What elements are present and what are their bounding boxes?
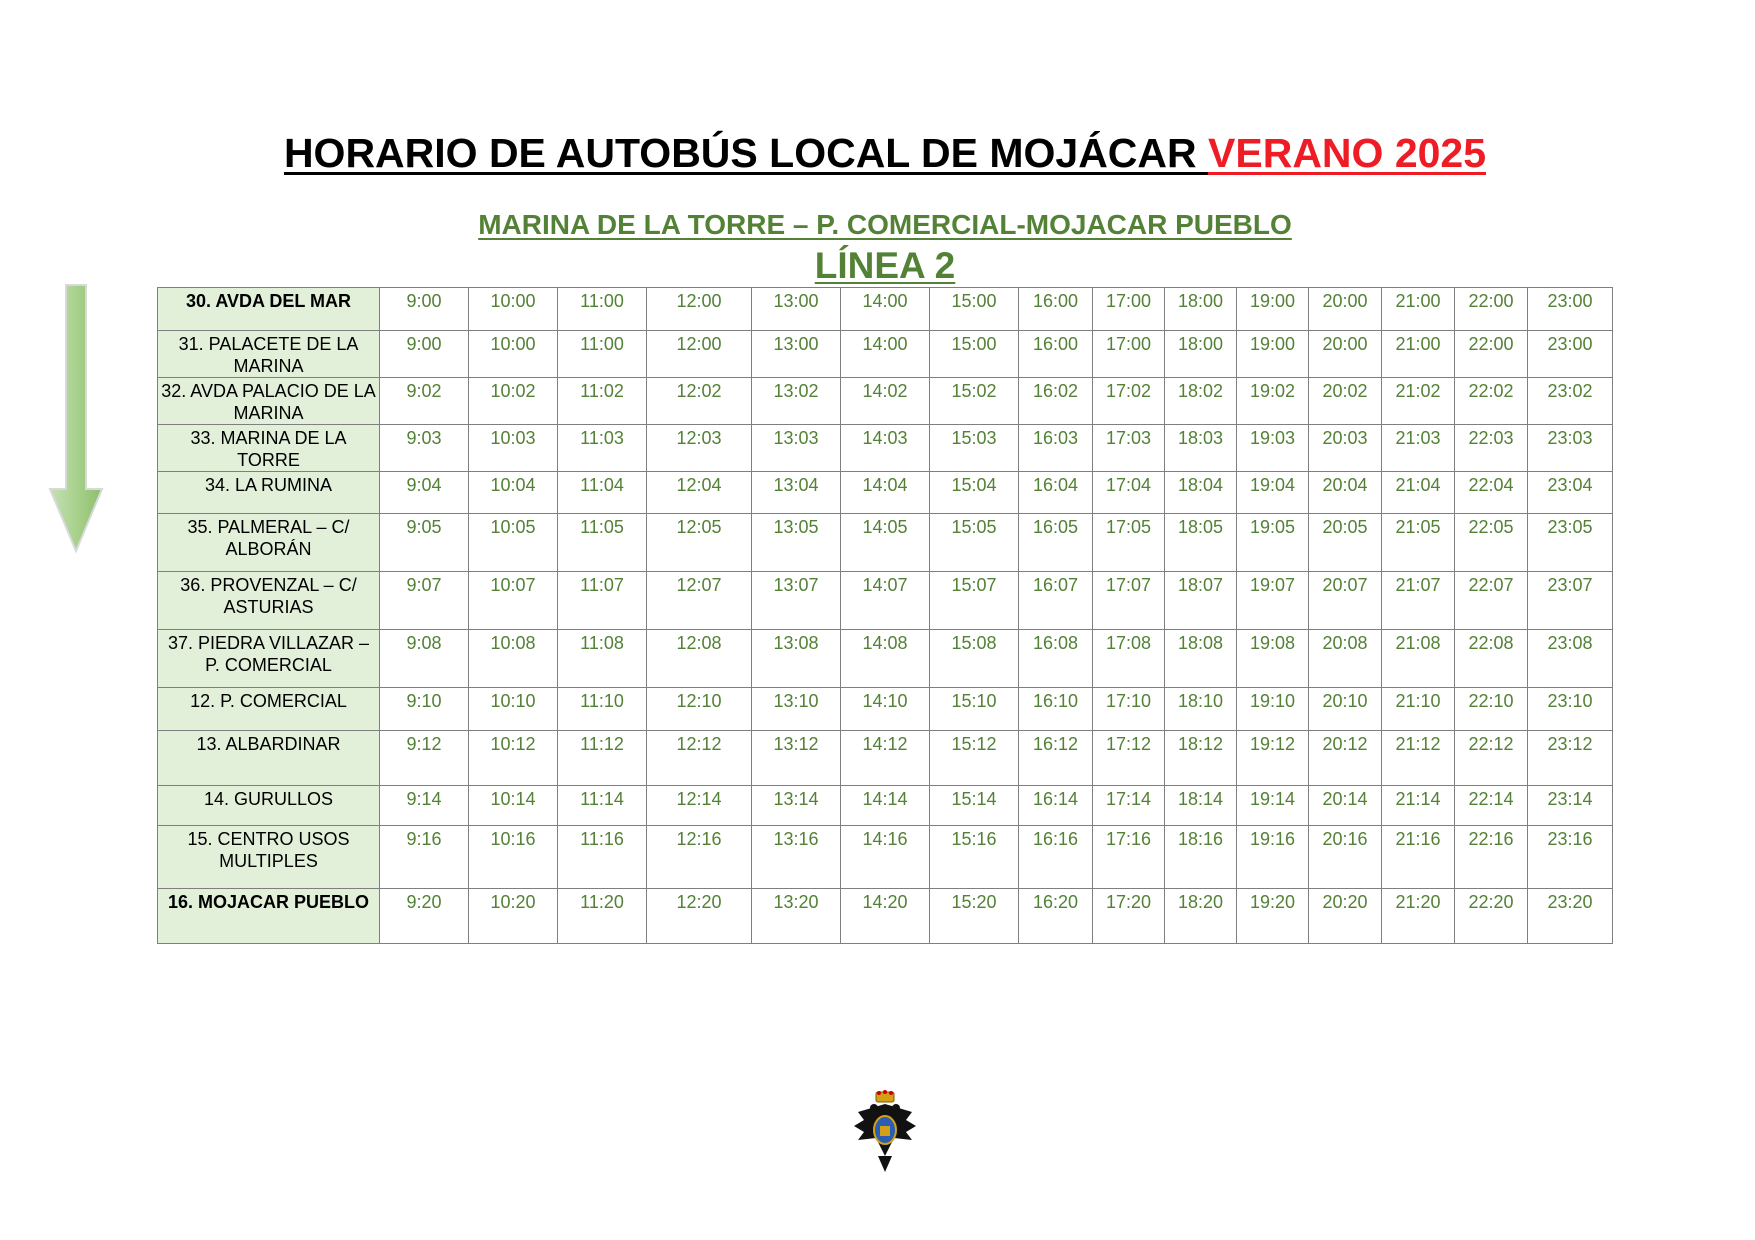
departure-time: 19:00 xyxy=(1237,331,1309,378)
stop-name: 30. AVDA DEL MAR xyxy=(158,288,380,331)
departure-time: 13:00 xyxy=(752,288,841,331)
departure-time: 20:04 xyxy=(1309,472,1382,514)
departure-time: 20:00 xyxy=(1309,288,1382,331)
departure-time: 12:10 xyxy=(647,688,752,731)
departure-time: 20:02 xyxy=(1309,378,1382,425)
departure-time: 9:16 xyxy=(380,826,469,889)
table-row xyxy=(158,786,1613,826)
departure-time: 23:20 xyxy=(1528,889,1613,944)
stop-name: 33. MARINA DE LA TORRE xyxy=(158,425,380,472)
departure-time: 16:12 xyxy=(1019,731,1093,786)
departure-time: 12:02 xyxy=(647,378,752,425)
departure-time: 10:05 xyxy=(469,514,558,572)
title-main: HORARIO DE AUTOBÚS LOCAL DE MOJÁCAR xyxy=(283,130,1209,176)
departure-time: 15:04 xyxy=(930,472,1019,514)
departure-time: 13:20 xyxy=(752,889,841,944)
departure-time: 13:00 xyxy=(752,331,841,378)
stop-name: 14. GURULLOS xyxy=(158,786,380,826)
departure-time: 9:05 xyxy=(380,514,469,572)
stop-name: 32. AVDA PALACIO DE LA MARINA xyxy=(158,378,380,425)
departure-time: 21:14 xyxy=(1382,786,1455,826)
departure-time: 18:10 xyxy=(1165,688,1237,731)
table-row xyxy=(158,688,1613,731)
departure-time: 11:16 xyxy=(558,826,647,889)
departure-time: 11:03 xyxy=(558,425,647,472)
departure-time: 15:10 xyxy=(930,688,1019,731)
departure-time: 22:02 xyxy=(1455,378,1528,425)
departure-time: 10:12 xyxy=(469,731,558,786)
departure-time: 13:07 xyxy=(752,572,841,630)
departure-time: 15:00 xyxy=(930,331,1019,378)
departure-time: 14:02 xyxy=(841,378,930,425)
departure-time: 22:00 xyxy=(1455,331,1528,378)
departure-time: 14:00 xyxy=(841,288,930,331)
departure-time: 16:14 xyxy=(1019,786,1093,826)
departure-time: 19:16 xyxy=(1237,826,1309,889)
departure-time: 17:00 xyxy=(1093,288,1165,331)
table-row xyxy=(158,472,1613,514)
departure-time: 18:04 xyxy=(1165,472,1237,514)
departure-time: 14:10 xyxy=(841,688,930,731)
departure-time: 11:20 xyxy=(558,889,647,944)
departure-time: 18:07 xyxy=(1165,572,1237,630)
departure-time: 19:08 xyxy=(1237,630,1309,688)
departure-time: 21:02 xyxy=(1382,378,1455,425)
departure-time: 19:04 xyxy=(1237,472,1309,514)
table-row xyxy=(158,331,1613,378)
departure-time: 18:12 xyxy=(1165,731,1237,786)
departure-time: 18:20 xyxy=(1165,889,1237,944)
departure-time: 22:00 xyxy=(1455,288,1528,331)
departure-time: 9:00 xyxy=(380,331,469,378)
departure-time: 10:04 xyxy=(469,472,558,514)
departure-time: 12:05 xyxy=(647,514,752,572)
departure-time: 9:20 xyxy=(380,889,469,944)
departure-time: 14:12 xyxy=(841,731,930,786)
departure-time: 17:02 xyxy=(1093,378,1165,425)
departure-time: 17:12 xyxy=(1093,731,1165,786)
departure-time: 14:14 xyxy=(841,786,930,826)
departure-time: 16:08 xyxy=(1019,630,1093,688)
departure-time: 12:20 xyxy=(647,889,752,944)
departure-time: 23:00 xyxy=(1528,288,1613,331)
departure-time: 20:12 xyxy=(1309,731,1382,786)
departure-time: 12:07 xyxy=(647,572,752,630)
departure-time: 13:14 xyxy=(752,786,841,826)
departure-time: 23:05 xyxy=(1528,514,1613,572)
departure-time: 17:07 xyxy=(1093,572,1165,630)
departure-time: 19:14 xyxy=(1237,786,1309,826)
departure-time: 10:14 xyxy=(469,786,558,826)
departure-time: 18:05 xyxy=(1165,514,1237,572)
stop-name: 16. MOJACAR PUEBLO xyxy=(158,889,380,944)
departure-time: 10:00 xyxy=(469,288,558,331)
down-arrow-icon xyxy=(48,283,104,555)
departure-time: 18:02 xyxy=(1165,378,1237,425)
departure-time: 13:03 xyxy=(752,425,841,472)
departure-time: 22:12 xyxy=(1455,731,1528,786)
departure-time: 17:04 xyxy=(1093,472,1165,514)
departure-time: 9:00 xyxy=(380,288,469,331)
departure-time: 12:00 xyxy=(647,288,752,331)
departure-time: 21:20 xyxy=(1382,889,1455,944)
departure-time: 21:00 xyxy=(1382,331,1455,378)
departure-time: 17:08 xyxy=(1093,630,1165,688)
departure-time: 17:16 xyxy=(1093,826,1165,889)
departure-time: 14:04 xyxy=(841,472,930,514)
departure-time: 9:07 xyxy=(380,572,469,630)
departure-time: 17:10 xyxy=(1093,688,1165,731)
departure-time: 11:00 xyxy=(558,331,647,378)
departure-time: 13:04 xyxy=(752,472,841,514)
departure-time: 14:05 xyxy=(841,514,930,572)
stop-name: 12. P. COMERCIAL xyxy=(158,688,380,731)
stop-name: 37. PIEDRA VILLAZAR – P. COMERCIAL xyxy=(158,630,380,688)
departure-time: 21:05 xyxy=(1382,514,1455,572)
departure-time: 22:10 xyxy=(1455,688,1528,731)
departure-time: 20:20 xyxy=(1309,889,1382,944)
departure-time: 11:04 xyxy=(558,472,647,514)
table-row xyxy=(158,378,1613,425)
departure-time: 23:07 xyxy=(1528,572,1613,630)
departure-time: 22:05 xyxy=(1455,514,1528,572)
departure-time: 11:10 xyxy=(558,688,647,731)
table-row xyxy=(158,826,1613,889)
departure-time: 12:16 xyxy=(647,826,752,889)
departure-time: 13:08 xyxy=(752,630,841,688)
departure-time: 14:07 xyxy=(841,572,930,630)
departure-time: 22:07 xyxy=(1455,572,1528,630)
departure-time: 17:03 xyxy=(1093,425,1165,472)
stop-name: 35. PALMERAL – C/ ALBORÁN xyxy=(158,514,380,572)
departure-time: 9:03 xyxy=(380,425,469,472)
departure-time: 19:20 xyxy=(1237,889,1309,944)
departure-time: 18:00 xyxy=(1165,331,1237,378)
stop-name: 13. ALBARDINAR xyxy=(158,731,380,786)
departure-time: 19:05 xyxy=(1237,514,1309,572)
departure-time: 16:04 xyxy=(1019,472,1093,514)
departure-time: 10:20 xyxy=(469,889,558,944)
departure-time: 19:03 xyxy=(1237,425,1309,472)
departure-time: 15:20 xyxy=(930,889,1019,944)
table-row xyxy=(158,731,1613,786)
table-row xyxy=(158,425,1613,472)
departure-time: 13:10 xyxy=(752,688,841,731)
departure-time: 13:12 xyxy=(752,731,841,786)
title-season: VERANO 2025 xyxy=(1208,130,1487,176)
table-row xyxy=(158,889,1613,944)
departure-time: 14:16 xyxy=(841,826,930,889)
departure-time: 13:02 xyxy=(752,378,841,425)
departure-time: 15:05 xyxy=(930,514,1019,572)
departure-time: 10:00 xyxy=(469,331,558,378)
table-row xyxy=(158,514,1613,572)
departure-time: 15:08 xyxy=(930,630,1019,688)
departure-time: 23:04 xyxy=(1528,472,1613,514)
departure-time: 9:12 xyxy=(380,731,469,786)
departure-time: 20:16 xyxy=(1309,826,1382,889)
departure-time: 23:10 xyxy=(1528,688,1613,731)
departure-time: 10:08 xyxy=(469,630,558,688)
departure-time: 16:00 xyxy=(1019,288,1093,331)
schedule-table xyxy=(157,287,1613,944)
departure-time: 20:03 xyxy=(1309,425,1382,472)
departure-time: 16:03 xyxy=(1019,425,1093,472)
departure-time: 11:07 xyxy=(558,572,647,630)
departure-time: 10:16 xyxy=(469,826,558,889)
departure-time: 17:14 xyxy=(1093,786,1165,826)
departure-time: 12:08 xyxy=(647,630,752,688)
departure-time: 21:03 xyxy=(1382,425,1455,472)
stop-name: 36. PROVENZAL – C/ ASTURIAS xyxy=(158,572,380,630)
departure-time: 22:03 xyxy=(1455,425,1528,472)
departure-time: 10:07 xyxy=(469,572,558,630)
departure-time: 19:02 xyxy=(1237,378,1309,425)
page-title xyxy=(0,130,1755,177)
departure-time: 20:14 xyxy=(1309,786,1382,826)
departure-time: 12:04 xyxy=(647,472,752,514)
departure-time: 13:05 xyxy=(752,514,841,572)
departure-time: 12:14 xyxy=(647,786,752,826)
departure-time: 20:00 xyxy=(1309,331,1382,378)
departure-time: 15:16 xyxy=(930,826,1019,889)
departure-time: 20:08 xyxy=(1309,630,1382,688)
departure-time: 12:12 xyxy=(647,731,752,786)
departure-time: 23:14 xyxy=(1528,786,1613,826)
departure-time: 15:03 xyxy=(930,425,1019,472)
departure-time: 22:16 xyxy=(1455,826,1528,889)
departure-time: 20:07 xyxy=(1309,572,1382,630)
departure-time: 11:00 xyxy=(558,288,647,331)
departure-time: 9:08 xyxy=(380,630,469,688)
stop-name: 31. PALACETE DE LA MARINA xyxy=(158,331,380,378)
departure-time: 18:14 xyxy=(1165,786,1237,826)
departure-time: 15:00 xyxy=(930,288,1019,331)
departure-time: 18:03 xyxy=(1165,425,1237,472)
departure-time: 21:16 xyxy=(1382,826,1455,889)
departure-time: 14:20 xyxy=(841,889,930,944)
departure-time: 16:02 xyxy=(1019,378,1093,425)
line-title: LÍNEA 2 xyxy=(814,245,956,286)
departure-time: 21:04 xyxy=(1382,472,1455,514)
departure-time: 14:00 xyxy=(841,331,930,378)
departure-time: 13:16 xyxy=(752,826,841,889)
departure-time: 19:00 xyxy=(1237,288,1309,331)
departure-time: 16:05 xyxy=(1019,514,1093,572)
departure-time: 16:07 xyxy=(1019,572,1093,630)
departure-time: 21:12 xyxy=(1382,731,1455,786)
stop-name: 34. LA RUMINA xyxy=(158,472,380,514)
departure-time: 23:00 xyxy=(1528,331,1613,378)
departure-time: 23:16 xyxy=(1528,826,1613,889)
table-row xyxy=(158,288,1613,331)
departure-time: 9:14 xyxy=(380,786,469,826)
departure-time: 9:04 xyxy=(380,472,469,514)
departure-time: 23:02 xyxy=(1528,378,1613,425)
departure-time: 21:08 xyxy=(1382,630,1455,688)
departure-time: 11:08 xyxy=(558,630,647,688)
departure-time: 19:10 xyxy=(1237,688,1309,731)
departure-time: 22:04 xyxy=(1455,472,1528,514)
departure-time: 9:02 xyxy=(380,378,469,425)
departure-time: 23:08 xyxy=(1528,630,1613,688)
departure-time: 18:16 xyxy=(1165,826,1237,889)
departure-time: 11:02 xyxy=(558,378,647,425)
departure-time: 10:02 xyxy=(469,378,558,425)
departure-time: 23:03 xyxy=(1528,425,1613,472)
departure-time: 21:07 xyxy=(1382,572,1455,630)
departure-time: 19:12 xyxy=(1237,731,1309,786)
departure-time: 14:03 xyxy=(841,425,930,472)
departure-time: 16:16 xyxy=(1019,826,1093,889)
departure-time: 10:03 xyxy=(469,425,558,472)
departure-time: 16:00 xyxy=(1019,331,1093,378)
route-subtitle: MARINA DE LA TORRE – P. COMERCIAL-MOJACAR PUEBLO xyxy=(478,209,1292,240)
departure-time: 20:10 xyxy=(1309,688,1382,731)
departure-time: 15:07 xyxy=(930,572,1019,630)
departure-time: 16:10 xyxy=(1019,688,1093,731)
departure-time: 17:00 xyxy=(1093,331,1165,378)
table-row xyxy=(158,572,1613,630)
departure-time: 14:08 xyxy=(841,630,930,688)
coat-of-arms-icon xyxy=(850,1090,920,1174)
departure-time: 9:10 xyxy=(380,688,469,731)
departure-time: 15:12 xyxy=(930,731,1019,786)
departure-time: 15:02 xyxy=(930,378,1019,425)
departure-time: 17:20 xyxy=(1093,889,1165,944)
departure-time: 21:10 xyxy=(1382,688,1455,731)
departure-time: 11:05 xyxy=(558,514,647,572)
departure-time: 17:05 xyxy=(1093,514,1165,572)
departure-time: 16:20 xyxy=(1019,889,1093,944)
departure-time: 12:03 xyxy=(647,425,752,472)
departure-time: 22:08 xyxy=(1455,630,1528,688)
table-row xyxy=(158,630,1613,688)
departure-time: 10:10 xyxy=(469,688,558,731)
departure-time: 12:00 xyxy=(647,331,752,378)
departure-time: 22:20 xyxy=(1455,889,1528,944)
departure-time: 11:14 xyxy=(558,786,647,826)
stop-name: 15. CENTRO USOS MULTIPLES xyxy=(158,826,380,889)
departure-time: 23:12 xyxy=(1528,731,1613,786)
departure-time: 21:00 xyxy=(1382,288,1455,331)
departure-time: 20:05 xyxy=(1309,514,1382,572)
departure-time: 15:14 xyxy=(930,786,1019,826)
departure-time: 22:14 xyxy=(1455,786,1528,826)
departure-time: 11:12 xyxy=(558,731,647,786)
departure-time: 19:07 xyxy=(1237,572,1309,630)
departure-time: 18:08 xyxy=(1165,630,1237,688)
departure-time: 18:00 xyxy=(1165,288,1237,331)
